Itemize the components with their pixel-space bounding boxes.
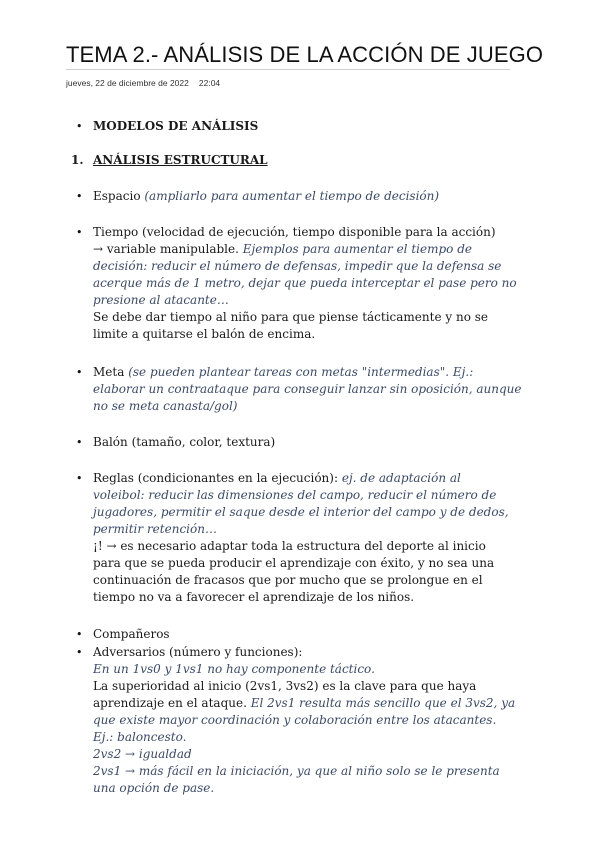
adversarios-line-italic: una opción de pase.: [93, 781, 215, 795]
reglas-line-italic: ej. de adaptación al: [341, 471, 461, 485]
adversarios-line: aprendizaje en el ataque.: [93, 696, 247, 710]
title-divider: [66, 69, 510, 70]
list-number: 1.: [71, 153, 84, 167]
adversarios-line-italic: que existe mayor coordinación y colaboración entre los atacantes.: [93, 713, 497, 727]
adversarios-label: Adversarios (número y funciones):: [93, 645, 303, 659]
date-line: [66, 78, 230, 88]
bullet-marker: •: [76, 226, 83, 239]
adversarios-line-italic: En un 1vs0 y 1vs1 no hay componente táctico.: [93, 662, 375, 676]
reglas-line: ¡! → es necesario adaptar toda la estructura del deporte al inicio: [93, 539, 486, 553]
reglas-line: continuación de fracasos que por mucho que se prolongue en el: [93, 573, 483, 587]
tiempo-line: → variable manipulable.: [93, 242, 239, 256]
tiempo-line: limite a quitarse el balón de encima.: [93, 327, 316, 341]
heading-estructural-text: ANÁLISIS ESTRUCTURAL: [93, 153, 268, 167]
bullet-marker: •: [76, 120, 83, 133]
companeros-text: Compañeros: [93, 627, 170, 641]
heading-modelos: [93, 118, 493, 135]
item-companeros: [93, 626, 493, 643]
tiempo-line-italic: presione al atacante…: [93, 293, 229, 307]
heading-estructural: [93, 152, 493, 169]
bullet-marker: •: [76, 628, 83, 641]
bullet-marker: •: [76, 472, 83, 485]
tiempo-line: Se debe dar tiempo al niño para que piense tácticamente y no se: [93, 310, 488, 324]
item-reglas: [93, 470, 509, 606]
tiempo-line-italic: acerque más de 1 metro, dejar que pueda interceptar el pase pero no: [93, 276, 517, 290]
date-text: jueves, 22 de diciembre de 2022: [66, 78, 189, 88]
meta-line-italic: (se pueden plantear tareas con metas "intermedias". Ej.:: [128, 365, 474, 379]
reglas-line-italic: voleibol: reducir las dimensiones del campo, reducir el número de: [93, 488, 497, 502]
tiempo-line: Tiempo (velocidad de ejecución, tiempo disponible para la acción): [93, 225, 496, 239]
bullet-marker: •: [76, 646, 83, 659]
bullet-marker: •: [76, 190, 83, 203]
page-title: TEMA 2.- ANÁLISIS DE LA ACCIÓN DE JUEGO: [66, 42, 544, 67]
bullet-marker: •: [76, 436, 83, 449]
adversarios-line: La superioridad al inicio (2vs1, 3vs2) es la clave para que haya: [93, 679, 477, 693]
reglas-label: Reglas (condicionantes en la ejecución):: [93, 471, 339, 485]
adversarios-line-italic: 2vs1 → más fácil en la iniciación, ya que al niño solo se le presenta: [93, 764, 500, 778]
item-adversarios: [93, 644, 516, 797]
espacio-label: Espacio: [93, 189, 141, 203]
bullet-marker: •: [76, 366, 83, 379]
reglas-line-italic: jugadores, permitir el saque desde el interior del campo y de dedos,: [93, 505, 509, 519]
item-espacio: [93, 188, 493, 205]
meta-label: Meta: [93, 365, 125, 379]
reglas-line: tiempo no va a favorecer el aprendizaje de los niños.: [93, 590, 415, 604]
adversarios-line-italic: El 2vs1 resulta más sencillo que el 3vs2, ya: [250, 696, 516, 710]
tiempo-line-italic: Ejemplos para aumentar el tiempo de: [242, 242, 472, 256]
item-tiempo: [93, 224, 517, 343]
adversarios-line-italic: 2vs2 → igualdad: [93, 747, 192, 761]
item-meta: [93, 364, 522, 415]
reglas-line-italic: permitir retención…: [93, 522, 217, 536]
espacio-note: (ampliarlo para aumentar el tiempo de decisión): [144, 189, 440, 203]
adversarios-line-italic: Ej.: baloncesto.: [93, 730, 187, 744]
heading-modelos-text: MODELOS DE ANÁLISIS: [93, 119, 259, 133]
time-text: 22:04: [198, 78, 221, 88]
meta-line-italic: elaborar un contraataque para conseguir lanzar sin oposición, aunque: [93, 382, 522, 396]
tiempo-line-italic: decisión: reducir el número de defensas, impedir que la defensa se: [93, 259, 502, 273]
meta-line-italic: no se meta canasta/gol): [93, 399, 238, 413]
balon-text: Balón (tamaño, color, textura): [93, 435, 276, 449]
item-balon: [93, 434, 493, 451]
reglas-line: para que se pueda producir el aprendizaje con éxito, y no sea una: [93, 556, 495, 570]
